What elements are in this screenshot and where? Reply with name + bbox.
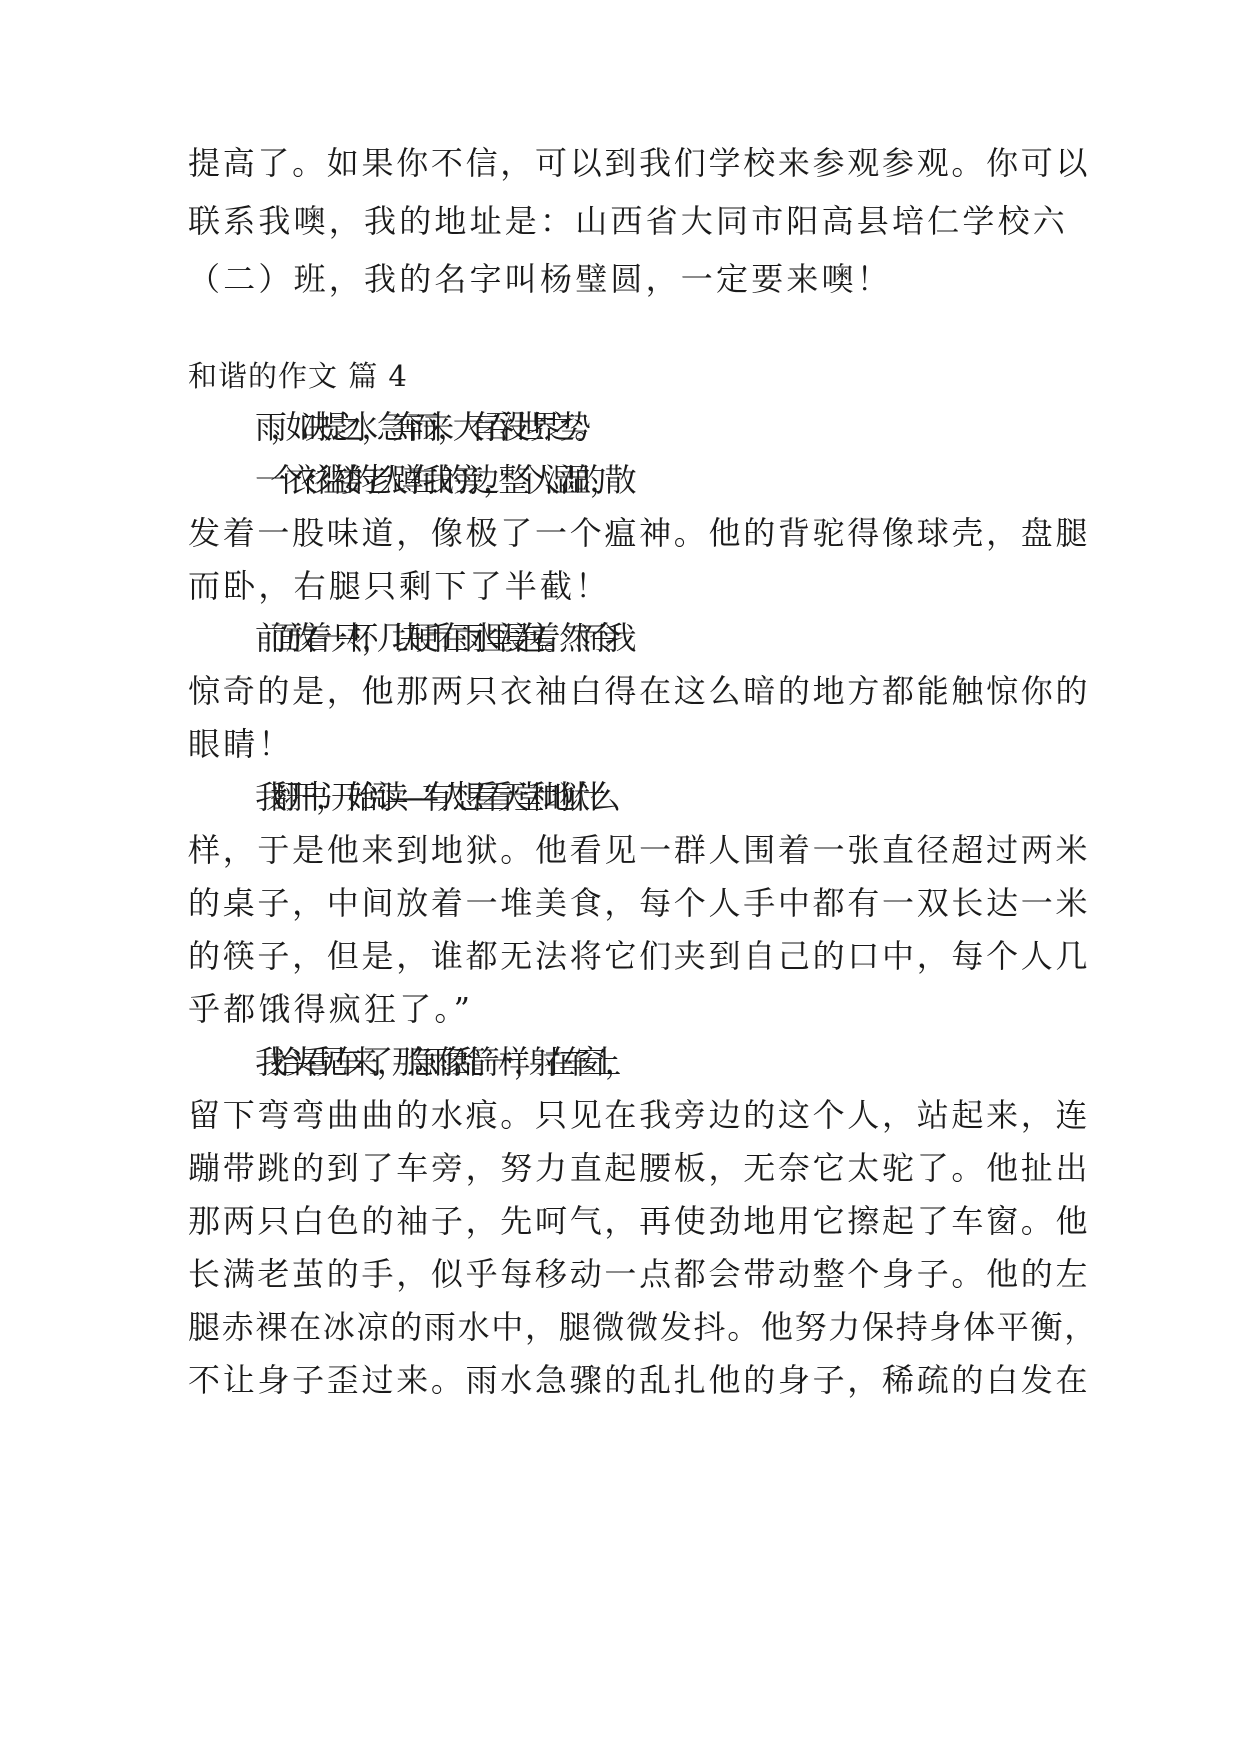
text-line: 惊奇的是，他那两只衣袖白得在这么暗的地方都能触惊你的 xyxy=(188,672,1091,710)
text-line: 不让身子歪过来。雨水急骤的乱扎他的身子，稀疏的白发在 xyxy=(188,1361,1091,1399)
text-line: 前面放着一只杯，几块硬币在雨水里浸泡着。然而令我 xyxy=(255,619,620,657)
text-line: 的筷子，但是，谁都无法将它们夹到自己的口中，每个人几 xyxy=(188,937,1091,975)
text-line: 腿赤裸在冰凉的雨水中，腿微微发抖。他努力保持身体平衡， xyxy=(188,1308,1098,1346)
text-line: （二）班，我的名字叫杨璧圆，一定要来噢！ xyxy=(188,260,893,298)
text-line: 样，于是他来到地狱。他看见一群人围着一张直径超过两米 xyxy=(188,831,1091,869)
section-title: 和谐的作文 篇 4 xyxy=(188,359,408,393)
text-line: 提高了。如果你不信，可以到我们学校来参观参观。你可以 xyxy=(188,144,1091,182)
text-line: 一个衣衫褴褛的老人蹲在我的旁边，整个人湿湿的，散 xyxy=(255,461,620,499)
text-line: 蹦带跳的到了车旁，努力直起腰板，无奈它太驼了。他扯出 xyxy=(188,1149,1091,1187)
text-line: 而卧，右腿只剩下了半截！ xyxy=(188,567,611,605)
text-line: 联系我噢，我的地址是：山西省大同市阳高县培仁学校六 xyxy=(188,202,1069,240)
text-line: 长满老茧的手，似乎每移动一点都会带动整个身子。他的左 xyxy=(188,1255,1091,1293)
text-line: 乎都饿得疯狂了。” xyxy=(188,990,474,1028)
text-line: 留下弯弯曲曲的水痕。只见在我旁边的这个人，站起来，连 xyxy=(188,1096,1091,1134)
text-line: 的桌子，中间放着一堆美食，每个人手中都有一双长达一米 xyxy=(188,884,1091,922)
text-line: 我抬头看见车来了，那急雨像乱箭一样，射在车窗上， xyxy=(255,1043,620,1081)
text-line: 那两只白色的袖子，先呵气，再使劲地用它擦起了车窗。他 xyxy=(188,1202,1091,1240)
text-line: 雨，如决提之水，急奔而来，大有吞没世界之势。 xyxy=(255,408,590,446)
text-line: 眼睛！ xyxy=(188,725,294,763)
text-line: 我翻开书，开始阅读——“有人想看看天堂和地狱什么 xyxy=(255,778,605,816)
text-line: 发着一股味道，像极了一个瘟神。他的背驼得像球壳，盘腿 xyxy=(188,514,1091,552)
